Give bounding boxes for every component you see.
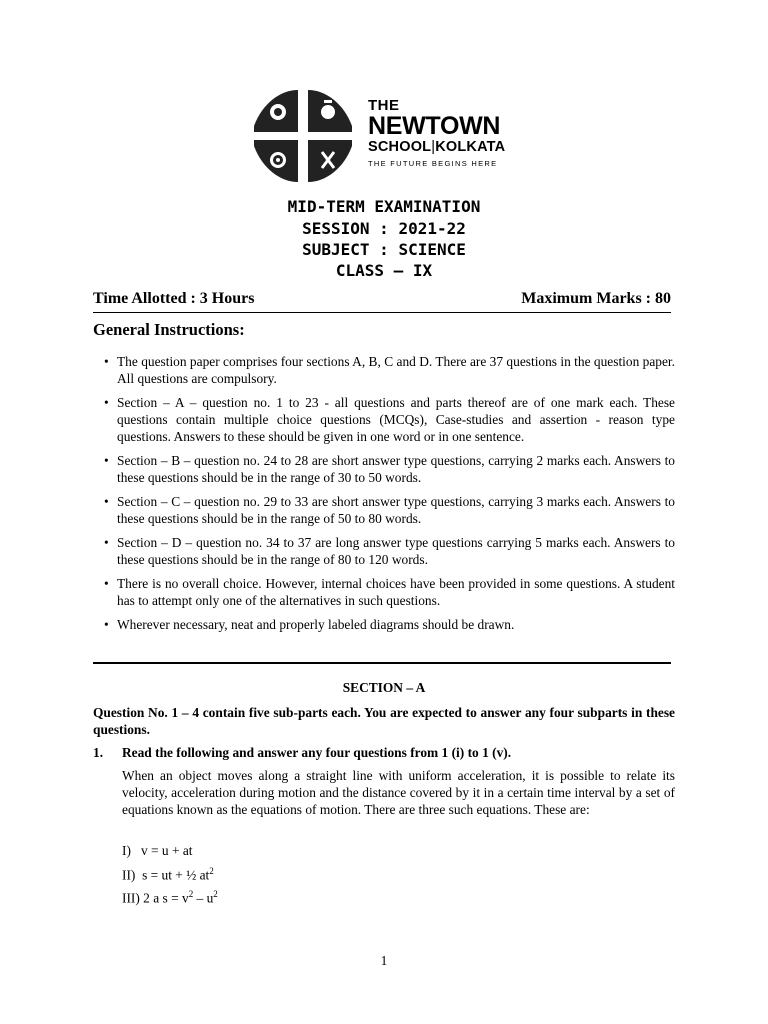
logo-wordmark	[368, 98, 505, 168]
question-passage: When an object moves along a straight line with uniform acceleration, it is possible to relate its velocity, acceleration during motion and the distance covered by it in a certain time interval by a set of equations known as the equations of motion. There are three such equations. These are:	[122, 768, 675, 817]
section-a-intro: Question No. 1 – 4 contain five sub-parts each. You are expected to answer any four subparts in these questions.	[93, 705, 675, 737]
logo-kolkata: KOLKATA	[435, 139, 506, 155]
instruction-item: • Section – B – question no. 24 to 28 are short answer type questions, carrying 2 marks each. Answers to these questions should be in the range of 30 to 50 words.	[104, 453, 675, 485]
equation-1: I) v = u + at	[122, 843, 193, 858]
equation-2: II) s = ut + ½ $at^2$	[122, 866, 214, 883]
bullet-icon: •	[104, 395, 109, 410]
question-number: 1.	[93, 745, 104, 760]
school-logo	[250, 86, 520, 186]
bullet-icon: •	[104, 576, 109, 591]
bullet-icon: •	[104, 494, 109, 509]
exam-title: MID-TERM EXAMINATION	[287, 197, 481, 216]
question-text: Read the following and answer any four questions from 1 (i) to 1 (v).	[122, 745, 512, 760]
section-divider	[93, 662, 671, 664]
school-emblem-icon	[250, 86, 356, 186]
section-a-title: SECTION – A	[342, 680, 426, 695]
page-number: 1	[380, 953, 388, 968]
time-allotted: Time Allotted : 3 Hours	[93, 290, 255, 307]
logo-newtown: NEWTOWN	[368, 112, 501, 140]
logo-the: THE	[368, 97, 400, 114]
question-1	[93, 745, 511, 761]
logo-separator: |	[431, 139, 436, 155]
instruction-item: • The question paper comprises four sections A, B, C and D. There are 37 questions in the question paper. All questions are compulsory.	[104, 354, 675, 386]
bullet-icon: •	[104, 617, 109, 632]
instructions-list	[104, 353, 675, 640]
instruction-item: • There is no overall choice. However, internal choices have been provided in some questions. A student has to attempt only one of the alternatives in such questions.	[104, 576, 675, 608]
instruction-item: • Section – D – question no. 34 to 37 are long answer type questions carrying 5 marks each. Answers to these questions should be in the range of 80 to 120 words.	[104, 535, 675, 567]
exam-meta-row	[93, 290, 671, 313]
logo-school: SCHOOL	[368, 139, 432, 155]
instruction-item: • Wherever necessary, neat and properly labeled diagrams should be drawn.	[104, 617, 515, 632]
instruction-item: • Section – A – question no. 1 to 23 - all questions and parts thereof are of one mark each. These questions contain multiple choice questions (MCQs), Case-studies and assertion - reason type questions. Answers to these should be given in one word or in one sentence.	[104, 395, 675, 444]
class-title: CLASS – IX	[335, 261, 433, 280]
logo-tagline: THE FUTURE BEGINS HERE	[368, 159, 498, 168]
session-title: SESSION : 2021-22	[302, 219, 466, 238]
general-instructions-title: General Instructions:	[93, 320, 245, 339]
bullet-icon: •	[104, 354, 109, 369]
maximum-marks: Maximum Marks : 80	[521, 290, 671, 307]
subject-title: SUBJECT : SCIENCE	[302, 240, 466, 259]
bullet-icon: •	[104, 535, 109, 550]
bullet-icon: •	[104, 453, 109, 468]
instruction-item: • Section – C – question no. 29 to 33 are short answer type questions, carrying 3 marks each. Answers to these questions should be in the range of 50 to 80 words.	[104, 494, 675, 526]
logo-school-line	[368, 138, 505, 156]
equation-3: III) 2 a $s = v^2 - u^2$	[122, 889, 218, 906]
